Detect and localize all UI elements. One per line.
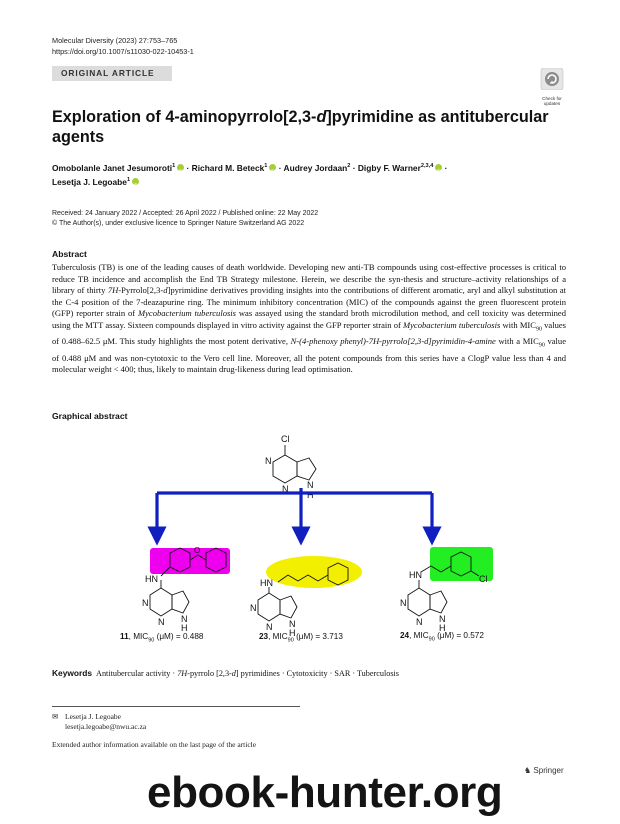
article-type-badge (52, 66, 172, 81)
journal-citation: Molecular Diversity (2023) 27:753–765 (52, 36, 178, 45)
keyword-text: Antitubercular activity · (96, 669, 178, 678)
nitrogen-label: N (266, 622, 273, 632)
author-name[interactable]: Audrey Jordaan (283, 162, 348, 173)
mic-value: (μM) = 0.572 (434, 631, 484, 640)
abstract-text (52, 262, 566, 376)
abstract-subscript: 90 (535, 326, 542, 333)
title-italic: d (316, 108, 327, 126)
keyword-italic: d (231, 669, 236, 678)
author-affiliation: 1 (126, 176, 131, 183)
nitrogen-label: N (439, 614, 446, 624)
title-part-2: ]pyrimidine as antitubercular (326, 108, 549, 126)
orcid-icon[interactable] (269, 164, 276, 171)
graphical-abstract-heading: Graphical abstract (52, 411, 128, 421)
watermark-text: ebook-hunter.org (147, 768, 503, 817)
abstract-segment: was assayed using the standard broth microdilution method, and cell toxicity was determined using the MTT assay. Sixteen compounds displayed in vitro activity against the GFP reporter strain of (52, 308, 566, 330)
hydrogen-label: H (307, 490, 314, 500)
amine-label: HN (260, 578, 273, 588)
nitrogen-label: N (400, 598, 407, 608)
abstract-heading: Abstract (52, 249, 87, 259)
keyword-italic: 7H (177, 669, 188, 678)
author-name[interactable]: Omobolanle Janet Jesumoroti (52, 162, 173, 173)
compound-number: 11 (120, 632, 129, 641)
author-name[interactable]: Lesetja J. Legoabe (52, 176, 127, 187)
compound-11-caption (120, 632, 203, 644)
graphical-abstract-figure (0, 420, 620, 660)
author-affiliation: 1 (172, 163, 176, 169)
oxygen-label: O (194, 546, 201, 555)
author-name[interactable]: Digby F. Warner (357, 162, 421, 173)
hydrogen-label: H (289, 628, 296, 638)
hydrogen-label: H (439, 623, 446, 633)
springer-horse-icon: ♞ (524, 766, 532, 775)
orcid-icon[interactable] (435, 164, 442, 171)
author-name[interactable]: Richard M. Beteck (191, 162, 265, 173)
nitrogen-label: N (265, 456, 272, 466)
abstract-segment: -Pyrrolo[2,3- (118, 285, 164, 296)
core-scaffold-structure (273, 445, 316, 483)
orcid-icon[interactable] (177, 164, 184, 171)
correspondence-block (52, 712, 146, 732)
abstract-segment: ]pyrimidine derivatives providing insights into the contributions of different aromatic, aryl and alkyl substitution at the C-4 position of the 7-deazapurine ring. The minimum inhibitory concentration (MIC) of the compounds against the green fluorescent protein (GFP) reporter strain of (52, 285, 566, 319)
abstract-subscript: 90 (538, 342, 545, 349)
abstract-segment: values of 0.488–62.5 μM. This study highlights the most potent derivative, (52, 319, 566, 347)
keyword-text: -pyrrolo [2,3- (187, 669, 232, 678)
mic-label: , MIC (268, 632, 288, 641)
nitrogen-label: N (158, 617, 165, 627)
abstract-italic: Mycobacterium tuberculosis (403, 319, 501, 330)
publisher-name: Springer (533, 766, 564, 775)
compound-23-caption (259, 632, 343, 644)
nitrogen-label: N (250, 603, 257, 613)
footnote-divider (52, 706, 300, 707)
author-affiliation: 1 (264, 163, 268, 169)
article-title (52, 107, 552, 147)
abstract-italic: N-(4-phenoxy phenyl)-7H-pyrrolo[2,3-d]pyrimidin-4-amine (290, 336, 496, 347)
orcid-icon[interactable] (132, 178, 139, 185)
nitrogen-label: N (282, 484, 289, 494)
reaction-arrows (157, 488, 432, 536)
springer-logo (524, 766, 564, 775)
check-for-updates-icon (537, 68, 567, 90)
check-for-updates-button[interactable] (537, 68, 567, 106)
amine-label: HN (145, 574, 158, 584)
compound-24-caption (400, 631, 484, 643)
journal-header (52, 35, 194, 57)
check-for-updates-label: Check for updates (542, 96, 562, 106)
chlorine-label: Cl (479, 574, 488, 584)
mic-subscript: 90 (287, 637, 294, 644)
abstract-italic: d (163, 285, 168, 296)
envelope-icon: ✉ (52, 712, 59, 721)
mic-subscript: 90 (428, 636, 435, 643)
abstract-segment: with MIC (500, 319, 536, 330)
amine-label: HN (409, 570, 422, 580)
chlorine-label: Cl (281, 434, 290, 444)
copyright-notice: © The Author(s), under exclusive licence to Springer Nature Switzerland AG 2022 (52, 219, 305, 227)
mic-label: , MIC (409, 631, 429, 640)
corresponding-email[interactable]: lesetja.legoabe@nwu.ac.za (65, 722, 147, 731)
nitrogen-label: N (307, 480, 314, 490)
nitrogen-label: N (142, 598, 149, 608)
nitrogen-label: N (181, 614, 188, 624)
nitrogen-label: N (289, 619, 296, 629)
extended-author-info: Extended author information available on the last page of the article (52, 740, 257, 749)
compound-number: 23 (259, 632, 269, 641)
title-line-2: agents (52, 128, 105, 146)
mic-subscript: 90 (148, 637, 155, 644)
history-dates: Received: 24 January 2022 / Accepted: 26 April 2022 / Published online: 22 May 2022 (52, 210, 319, 217)
corresponding-author: Lesetja J. Legoabe (65, 712, 122, 721)
mic-value: (μM) = 0.488 (154, 632, 204, 641)
abstract-segment: with a MIC (495, 336, 539, 347)
title-part-1: Exploration of 4-aminopyrrolo[2,3- (52, 108, 317, 126)
nitrogen-label: N (416, 617, 423, 627)
abstract-italic: Mycobacterium tuberculosis (138, 308, 236, 319)
author-list: Omobolanle Janet Jesumoroti$^1$iD · Richard M. Beteck$^1$iD · Audrey Jordaan$^2$ · Digby F. Warner$^{2,3,4}$iD · Lesetja J. Legoabe$^1$iD (52, 160, 572, 188)
author-affiliation: 2,3,4 (420, 163, 434, 169)
doi-link[interactable]: https://doi.org/10.1007/s11030-022-10453-1 (52, 47, 194, 56)
keywords-label: Keywords (52, 668, 93, 678)
keyword-text: ] pyrimidines · Cytotoxicity · SAR · Tuberculosis (235, 669, 399, 678)
mic-value: (μM) = 3.713 (293, 632, 343, 641)
hydrogen-label: H (181, 623, 188, 633)
compound-number: 24 (400, 631, 410, 640)
article-type-label: ORIGINAL ARTICLE (61, 68, 155, 78)
author-affiliation: 2 (347, 163, 351, 169)
abstract-segment: value of 0.488 μM and was non-cytotoxic to the Vero cell line. Moreover, all the potent compounds from this series have a ClogP value less than 4 and molecular weight < 400; thus, likely to maintain drug-likeness during lead optimisation. (52, 336, 566, 375)
abstract-italic: 7H (107, 285, 119, 296)
abstract-segment: Tuberculosis (TB) is one of the leading causes of death worldwide. Developing new anti-TB compounds using cost-effective processes is critical to reduce TB incidence and accomplish the End TB Strategy milestone. Herein, we describe the syn-thesis and structure–activity relationships of a library of thirty (52, 262, 566, 296)
mic-label: , MIC (128, 632, 149, 641)
keywords-line (52, 668, 399, 678)
publication-dates (52, 209, 318, 228)
